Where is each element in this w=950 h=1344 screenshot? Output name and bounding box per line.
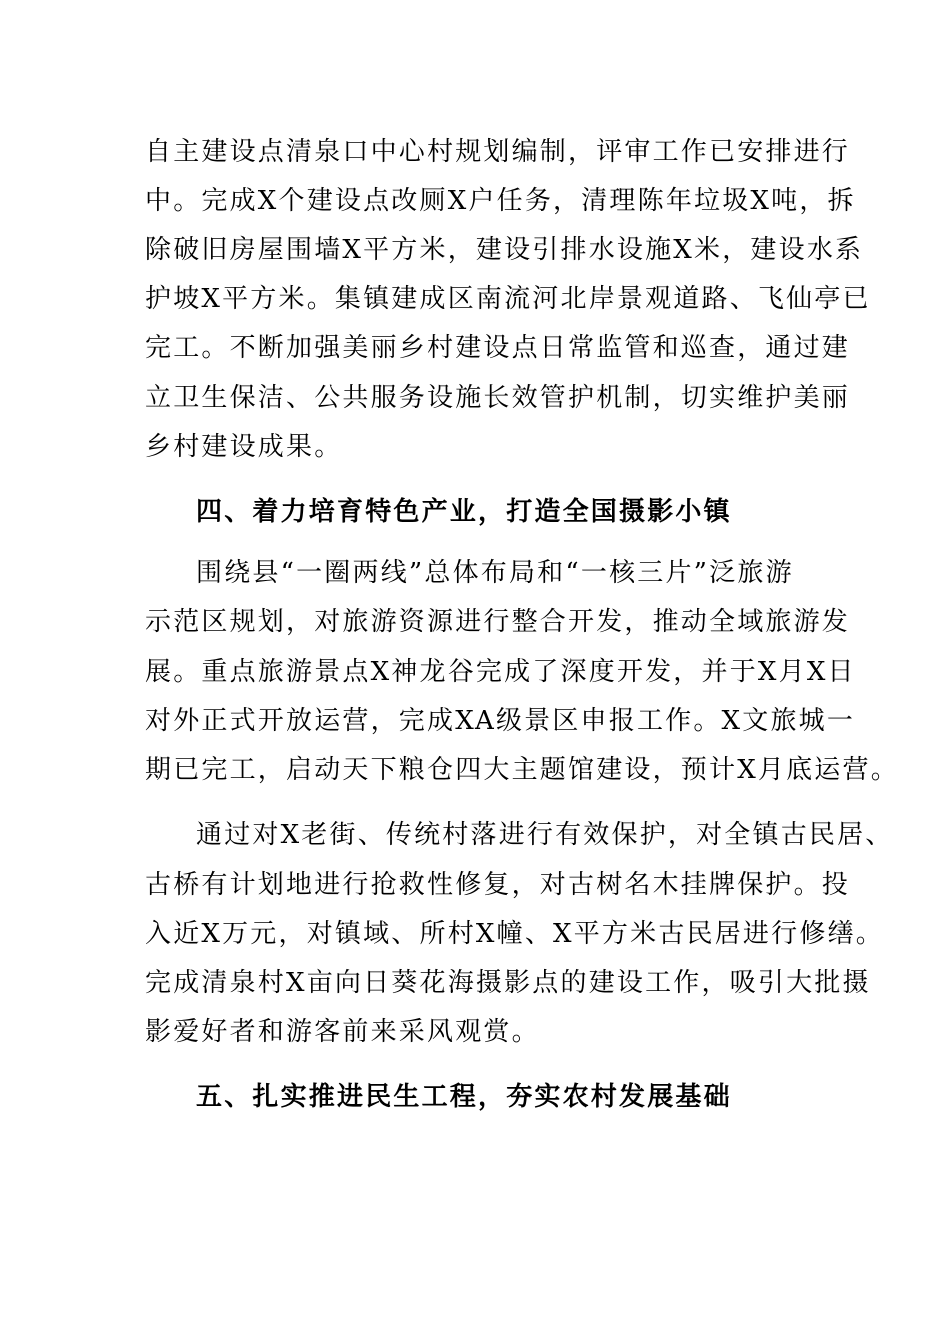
section-heading-5: 五、扎实推进民生工程，夯实农村发展基础 — [196, 1082, 732, 1112]
paragraph-1-line-3: 除破旧房屋围墙X平方米，建设引排水设施X米，建设水系 — [145, 235, 864, 265]
paragraph-1-line-7: 乡村建设成果。 — [145, 432, 343, 462]
paragraph-3-line-1: 通过对X老街、传统村落进行有效保护，对全镇古民居、 — [196, 820, 894, 850]
paragraph-3-line-2: 古桥有计划地进行抢救性修复，对古树名木挂牌保护。投 — [145, 870, 851, 900]
paragraph-2-line-2: 示范区规划，对旅游资源进行整合开发，推动全域旅游发 — [145, 607, 851, 637]
paragraph-3-line-5: 影爱好者和游客前来采风观赏。 — [145, 1017, 540, 1047]
paragraph-2-line-3: 展。重点旅游景点X神龙谷完成了深度开发，并于X月X日 — [145, 657, 856, 687]
paragraph-1-line-5: 完工。不断加强美丽乡村建设点日常监管和巡查，通过建 — [145, 333, 851, 363]
paragraph-2-line-5: 期已完工，启动天下粮仓四大主题馆建设，预计X月底运营。 — [145, 755, 899, 785]
paragraph-2-line-1: 围绕县“一圈两线”总体布局和“一核三片”泛旅游 — [196, 558, 794, 588]
paragraph-1-line-2: 中。完成X个建设点改厕X户任务，清理陈年垃圾X吨，拆 — [145, 186, 856, 216]
paragraph-1-line-4: 护坡X平方米。集镇建成区南流河北岸景观道路、飞仙亭已 — [145, 284, 871, 314]
section-heading-4: 四、着力培育特色产业，打造全国摄影小镇 — [196, 497, 732, 527]
paragraph-2-line-4: 对外正式开放运营，完成XA级景区申报工作。X文旅城一 — [145, 706, 856, 736]
paragraph-1-line-6: 立卫生保洁、公共服务设施长效管护机制，切实维护美丽 — [145, 383, 851, 413]
paragraph-1-line-1: 自主建设点清泉口中心村规划编制，评审工作已安排进行 — [145, 137, 851, 167]
paragraph-3-line-3: 入近X万元，对镇域、所村X幢、X平方米古民居进行修缮。 — [145, 919, 884, 949]
paragraph-3-line-4: 完成清泉村X亩向日葵花海摄影点的建设工作，吸引大批摄 — [145, 968, 871, 998]
